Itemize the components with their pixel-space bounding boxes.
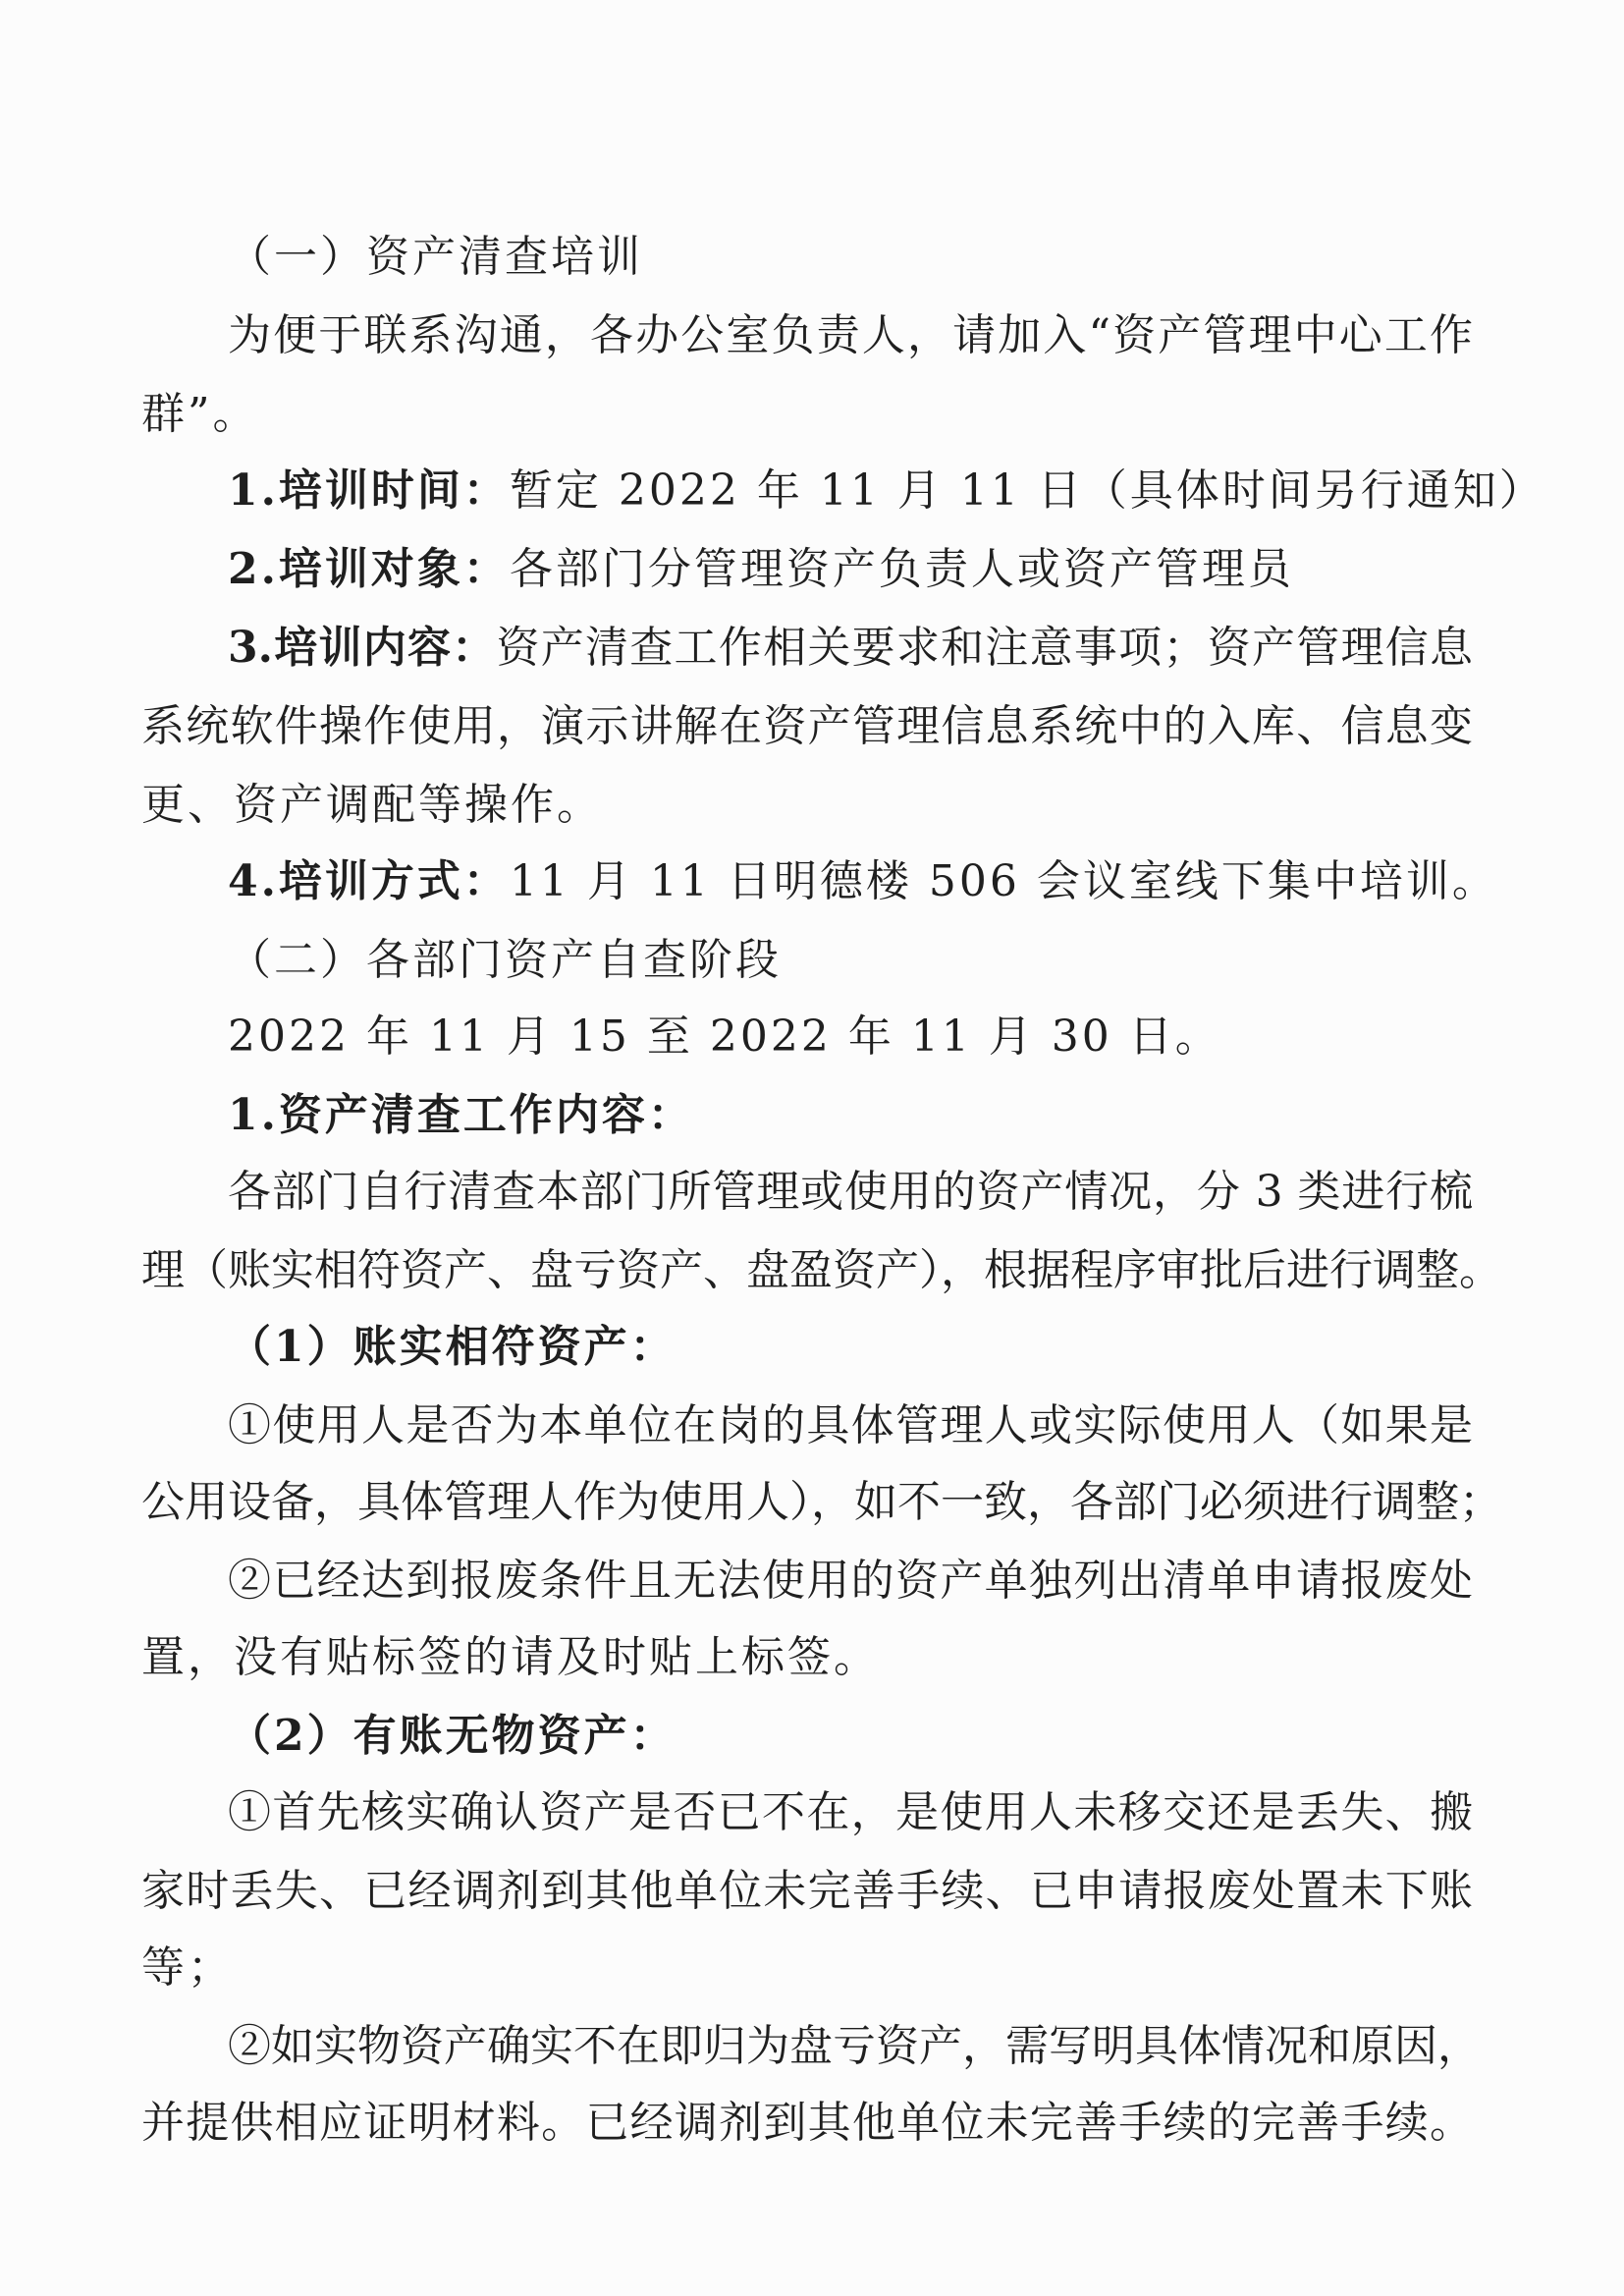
training-content-line1 — [228, 619, 1473, 678]
training-content-line3: 更、资产调配等操作。 — [141, 780, 603, 830]
sub1-p2-line1: ②已经达到报废条件且无法使用的资产单独列出清单申请报废处 — [228, 1556, 1473, 1606]
training-method-item — [228, 852, 1498, 911]
sub2-p1-line2: 家时丢失、已经调剂到其他单位未完善手续、已申请报废处置未下账 — [141, 1866, 1473, 1916]
training-time-label: 1.培训时间： — [228, 465, 510, 516]
sub2-p1-line1: ①首先核实确认资产是否已不在，是使用人未移交还是丢失、搬 — [228, 1787, 1473, 1837]
section1-intro-line2: 群”。 — [141, 389, 259, 439]
training-target-label: 2.培训对象： — [228, 544, 510, 594]
sub1-heading: （1）账实相符资产： — [228, 1322, 677, 1372]
sub2-heading: （2）有账无物资产： — [228, 1711, 677, 1761]
training-method-text: 11 月 11 日明德楼 506 会议室线下集中培训。 — [509, 856, 1498, 906]
training-content-line2: 系统软件操作使用，演示讲解在资产管理信息系统中的入库、信息变 — [141, 701, 1473, 751]
content-line1: 各部门自行清查本部门所管理或使用的资产情况，分 3 类进行梳 — [228, 1167, 1473, 1217]
section2-heading: （二）各部门资产自查阶段 — [228, 935, 782, 985]
sub2-p2-line1: ②如实物资产确实不在即归为盘亏资产，需写明具体情况和原因， — [228, 2021, 1481, 2071]
section1-heading: （一）资产清查培训 — [228, 232, 643, 282]
training-method-label: 4.培训方式： — [228, 856, 510, 906]
sub1-p2-line2: 置，没有贴标签的请及时贴上标签。 — [141, 1632, 880, 1682]
training-time-item — [228, 462, 1545, 520]
content-line2: 理（账实相符资产、盘亏资产、盘盈资产），根据程序审批后进行调整。 — [141, 1245, 1502, 1295]
section1-intro-line1: 为便于联系沟通，各办公室负责人，请加入“资产管理中心工作 — [228, 310, 1473, 360]
training-target-item — [228, 540, 1294, 599]
content-heading: 1.资产清查工作内容： — [228, 1090, 694, 1140]
sub2-p1-line3: 等； — [141, 1942, 234, 1993]
training-content-text-line1: 资产清查工作相关要求和注意事项；资产管理信息 — [496, 623, 1474, 673]
training-time-text: 暂定 2022 年 11 月 11 日（具体时间另行通知） — [509, 465, 1545, 516]
sub1-p1-line2: 公用设备，具体管理人作为使用人），如不一致，各部门必须进行调整； — [141, 1477, 1502, 1527]
sub1-p1-line1: ①使用人是否为本单位在岗的具体管理人或实际使用人（如果是 — [228, 1400, 1473, 1450]
sub2-p2-line2: 并提供相应证明材料。已经调剂到其他单位未完善手续的完善手续。 — [141, 2098, 1473, 2148]
self-check-period: 2022 年 11 月 15 至 2022 年 11 月 30 日。 — [228, 1011, 1221, 1062]
training-target-text: 各部门分管理资产负责人或资产管理员 — [509, 544, 1294, 594]
training-content-label: 3.培训内容： — [228, 623, 497, 673]
